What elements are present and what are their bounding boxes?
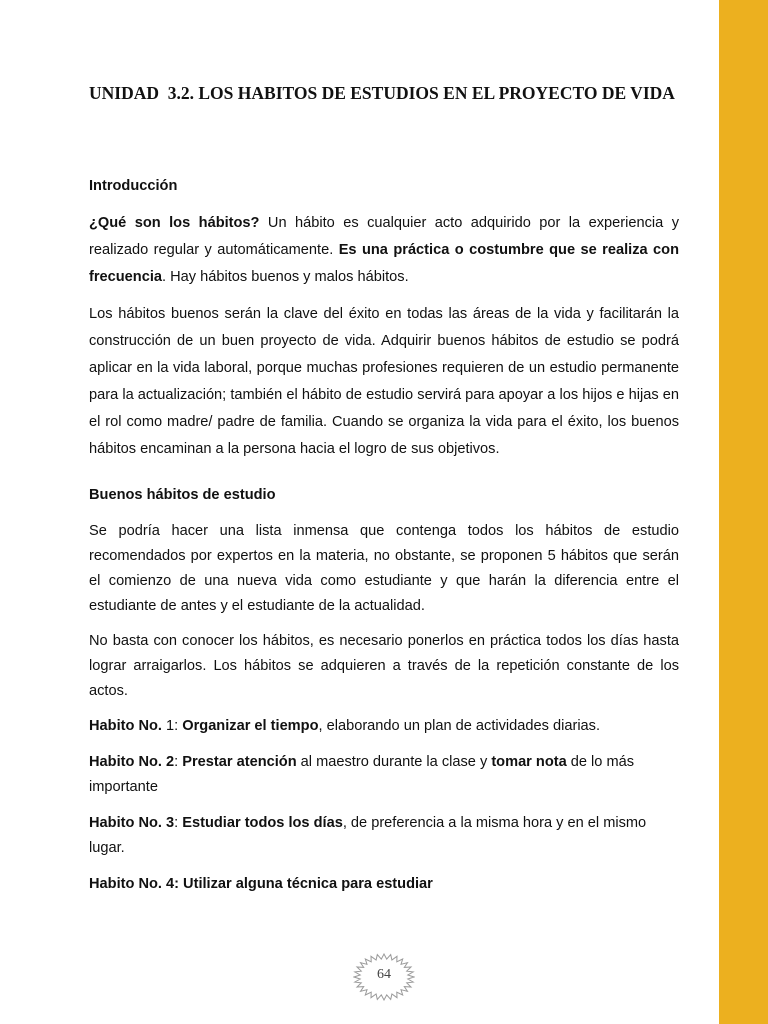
page-content [89,82,679,908]
habit-3-label: Habito No. 3 [89,815,175,831]
habit-2-label: Habito No. 2 [89,754,175,770]
habit-2-separator: : [174,754,183,770]
habit-2-name: Prestar atención [182,754,297,770]
habit-4 [89,872,679,897]
intro-heading: Introducción [89,178,178,194]
habit-1-number: 1: [161,718,183,734]
habit-3-description: , de preferencia a la misma hora y en el mismo lugar. [89,815,647,856]
definition-end-text: . Hay hábitos buenos y malos hábitos. [162,269,409,285]
decorative-side-bar [719,0,768,1024]
habit-3 [89,811,679,861]
study-habits-heading: Buenos hábitos de estudio [89,487,276,503]
habit-1-label: Habito No. [89,718,162,734]
habit-1-name: Organizar el tiempo [182,718,319,734]
unit-title: UNIDAD 3.2. LOS HABITOS DE ESTUDIOS EN EL PROYECTO DE VIDA [89,83,675,103]
paragraph-practice: No basta con conocer los hábitos, es necesario ponerlos en práctica todos los días hasta lograr arraigarlos. Los hábitos se adquieren a través de la repetición constante de los actos. [89,633,679,699]
habit-2 [89,750,679,800]
paragraph-habits-list-intro: Se podría hacer una lista inmensa que contenga todos los hábitos de estudio recomendados por expertos en la materia, no obstante, se proponen 5 hábitos que serán el comienzo de una nueva vida como estudiante y que harán la diferencia entre el estudiante de antes y el estudiante de la actualidad. [89,523,679,614]
definition-bold-text: Es una práctica o costumbre que se realiza con frecuencia [89,242,679,285]
habit-1-description: , elaborando un plan de actividades diarias. [318,718,601,734]
page-number: 64 [377,967,391,982]
paragraph-what-are-habits [89,210,679,291]
habit-2-middle: al maestro durante la clase y [296,754,492,770]
question-text: ¿Qué son los hábitos? [89,215,260,231]
habit-1 [89,714,679,739]
definition-text: Un hábito es cualquier acto adquirido por la experiencia y realizado regular y automáticamente. [89,215,679,258]
paragraph-good-habits: Los hábitos buenos serán la clave del éxito en todas las áreas de la vida y facilitarán la construcción de un buen proyecto de vida. Adquirir buenos hábitos de estudio se podrá aplicar en la vida laboral, porque muchas profesiones requieren de un estudio permanente para la actualización; también el hábito de estudio servirá para apoyar a los hijos e hijas en el rol como madre/ padre de familia. Cuando se organiza la vida para el éxito, los buenos hábitos encaminan a la persona hacia el logro de sus objetivos. [89,306,679,457]
habit-2-name-2: tomar nota [491,754,567,770]
habit-3-separator: : [174,815,183,831]
habit-2-description: de lo más importante [89,754,635,795]
page-number-badge [353,953,415,1001]
habit-4-text: Habito No. 4: Utilizar alguna técnica para estudiar [89,876,433,892]
habit-3-name: Estudiar todos los días [182,815,343,831]
